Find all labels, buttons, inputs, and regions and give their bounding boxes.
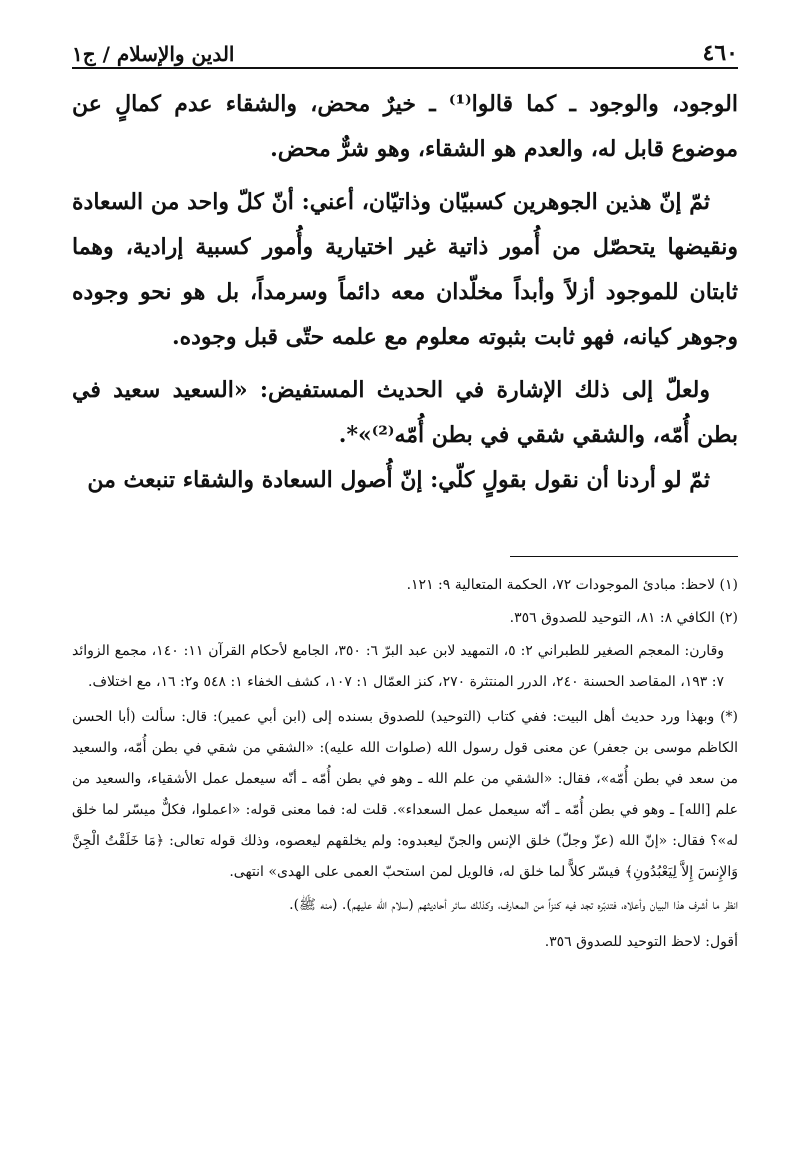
footnote-2: (٢) الكافي ٨: ٨١، التوحيد للصدوق ٣٥٦.	[509, 610, 738, 626]
running-title: الدين والإسلام / ج١	[72, 42, 235, 66]
body-paragraph: ثمّ إنّ هذين الجوهرين كسبيّان وذاتيّان، أعني: أنّ كلّ واحد من السعادة ونقيضها يتحصّل من أُمور ذاتية غير اختيارية وأُمور كسبية إرادية، وهما ثابتان للموجود أزلاً وأبداً مخلّدان معه دائماً وسرمداً، بل هو نحو وجوده وجوهر كيانه، فهو ثابت بثبوته معلوم مع علمه حتّى قبل وجوده.	[72, 189, 738, 350]
footnote-star: (*) وبهذا ورد حديث أهل البيت: ففي كتاب (التوحيد) للصدوق بسنده إلى (ابن أبي عمير): قال: سألت (أبا الحسن الكاظم موسى بن جعفر) عن معنى قول رسول الله (صلوات الله عليه): «الشقي من شقي في بطن أُمّه، والسعيد من سعد في بطن أُمّه»، فقال: «الشقي من علم الله ـ وهو في بطن أُمّه ـ أنّه سيعمل عمل الأشقياء، والسعيد من علم [الله] ـ وهو في بطن أُمّه ـ أنّه سيعمل عمل السعداء». قلت له: فما معنى قوله: «اعملوا، فكلٌّ ميسّر لما خلق له»؟ فقال: «إنّ الله (عزّ وجلّ) خلق الإنس والجنّ ليعبدوه: ولم يخلقهم ليعصوه، وذلك قوله تعالى: ﴿مَا خَلَقْتُ الْجِنَّ وَالإِنسَ إِلاَّ لِيَعْبُدُونِ﴾ فيسّر كلاًّ لما خلق له، فالويل لمن استحبّ العمى على الهدى» انتهى.	[72, 709, 738, 880]
footnote-1: (١) لاحظ: مبادئ الموجودات ٧٢، الحكمة المتعالية ٩: ١٢١.	[406, 577, 738, 593]
footnote-reflection: انظر ما أشرف هذا البيان وأعلاه، فتدبّره تجد فيه كنزاً من المعارف، وكذلك سائر أحاديثهم (سلام الله عليهم). (منه ﷺ).	[289, 897, 738, 913]
footnote-2-compare: وقارن: المعجم الصغير للطبراني ٢: ٥، التمهيد لابن عبد البرّ ٦: ٣٥٠، الجامع لأحكام القرآن ١١: ١٤٠، مجمع الزوائد ٧: ١٩٣، المقاصد الحسنة ٢٤٠، الدرر المنتثرة ٢٧٠، كنز العمّال ١: ١٠٧، كشف الخفاء ١: ٥٤٨ و٢: ١٦، مع اختلاف.	[72, 643, 725, 690]
header-rule	[72, 67, 738, 69]
footnotes	[72, 570, 738, 958]
body-paragraph: الوجود، والوجود ـ كما قالوا⁽¹⁾ ـ خيرٌ محض، والشقاء عدم كمالٍ عن موضوع قابل له، والعدم هو الشقاء، وهو شرٌّ محض.	[72, 91, 738, 162]
body-paragraph: ولعلّ إلى ذلك الإشارة في الحديث المستفيض: «السعيد سعيد في بطن أُمّه، والشقي شقي في بطن أُمّه⁽²⁾»*.	[72, 377, 738, 448]
body-paragraph: ثمّ لو أردنا أن نقول بقولٍ كلّي: إنّ أُصول السعادة والشقاء تنبعث من	[87, 467, 710, 493]
main-text	[72, 82, 738, 503]
footnote-separator	[510, 556, 738, 557]
page-number: ٤٦٠	[702, 40, 738, 66]
page-header	[72, 26, 738, 66]
footnote-closing: أقول: لاحظ التوحيد للصدوق ٣٥٦.	[544, 934, 738, 950]
